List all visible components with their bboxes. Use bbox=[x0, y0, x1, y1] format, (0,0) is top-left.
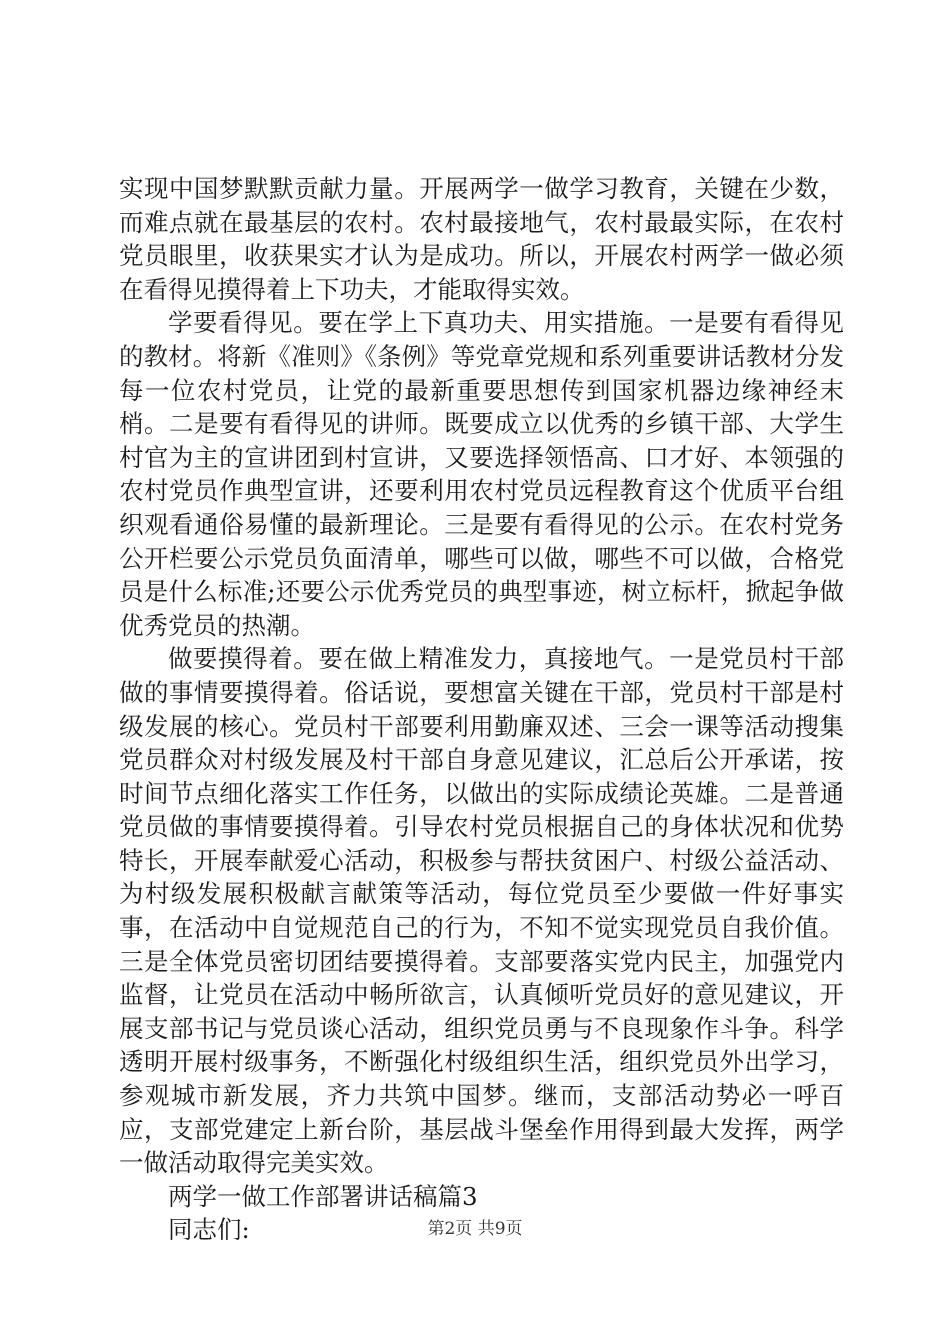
page-number-footer: 第2页 共9页 bbox=[427, 1219, 523, 1239]
document-body bbox=[119, 172, 844, 1247]
paragraph-study-visible: 学要看得见。要在学上下真功夫、用实措施。一是要有看得见的教材。将新《准则》《条例》等党章党规和系列重要讲话教材分发每一位农村党员，让党的最新重要思想传到国家机器边缘神经末梢。二是要有看得见的讲师。既要成立以优秀的乡镇干部、大学生村官为主的宣讲团到村宣讲，又要选择领悟高、口才好、本领强的农村党员作典型宣讲，还要利用农村党员远程教育这个优质平台组织观看通俗易懂的最新理论。三是要有看得见的公示。在农村党务公开栏要公示党员负面清单，哪些可以做，哪些不可以做，合格党员是什么标准;还要公示优秀党员的典型事迹，树立标杆，掀起争做优秀党员的热潮。 bbox=[119, 308, 844, 640]
salutation: 同志们: bbox=[168, 1215, 250, 1245]
section-heading: 两学一做工作部署讲话稿篇3 bbox=[168, 1181, 478, 1211]
paragraph-continuation: 实现中国梦默默贡献力量。开展两学一做学习教育，关键在少数，而难点就在最基层的农村。农村最接地气，农村最最实际，在农村党员眼里，收获果实才认为是成功。所以，开展农村两学一做必须在看得见摸得着上下功夫，才能取得实效。 bbox=[119, 174, 844, 304]
paragraph-action-tangible: 做要摸得着。要在做上精准发力，真接地气。一是党员村干部做的事情要摸得着。俗话说，要想富关键在干部，党员村干部是村级发展的核心。党员村干部要利用勤廉双述、三会一课等活动搜集党员群众对村级发展及村干部自身意见建议，汇总后公开承诺，按时间节点细化落实工作任务，以做出的实际成绩论英雄。二是普通党员做的事情要摸得着。引导农村党员根据自己的身体状况和优势特长，开展奉献爱心活动，积极参与帮扶贫困户、村级公益活动、为村级发展积极献言献策等活动，每位党员至少要做一件好事实事，在活动中自觉规范自己的行为，不知不觉实现党员自我价值。三是全体党员密切团结要摸得着。支部要落实党内民主，加强党内监督，让党员在活动中畅所欲言，认真倾听党员好的意见建议，开展支部书记与党员谈心活动，组织党员勇与不良现象作斗争。科学透明开展村级事务，不断强化村级组织生活，组织党员外出学习，参观城市新发展，齐力共筑中国梦。继而，支部活动势必一呼百应，支部党建定上新台阶，基层战斗堡垒作用得到最大发挥，两学一做活动取得完美实效。 bbox=[119, 644, 844, 1178]
